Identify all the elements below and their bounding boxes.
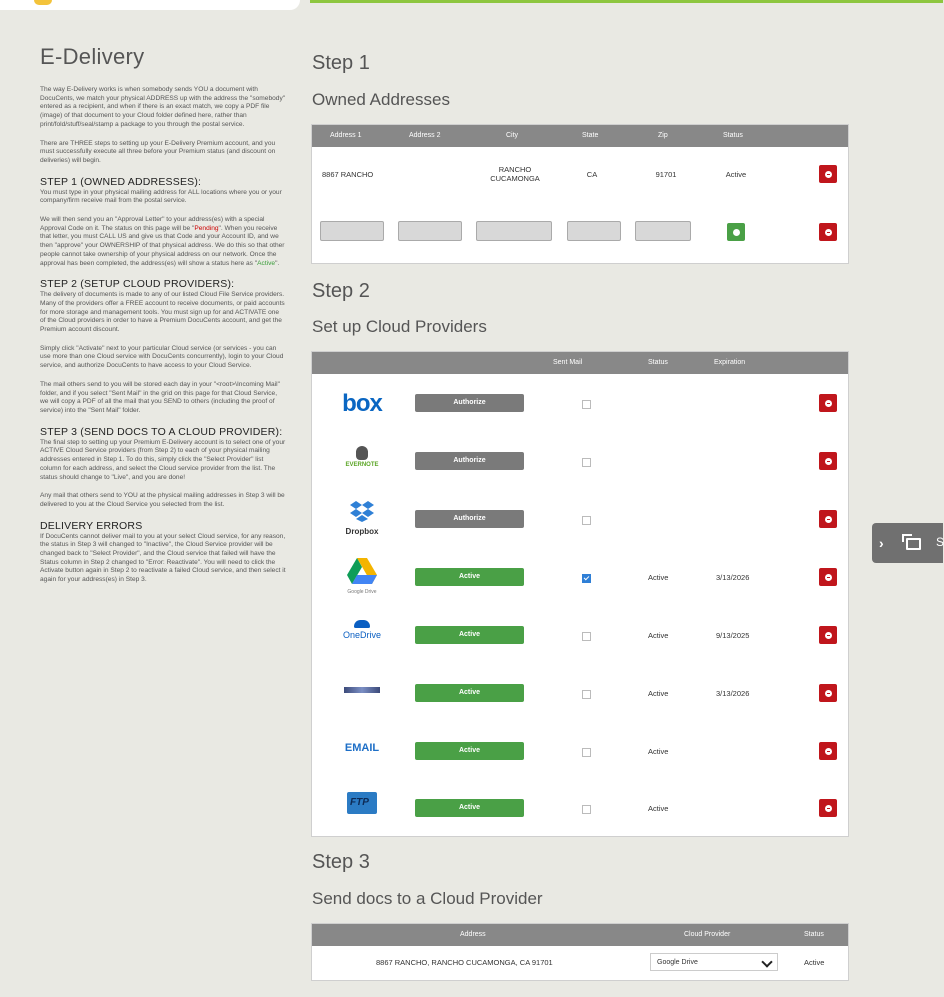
provider-row-google-drive — [312, 548, 848, 606]
step3-paragraph: The final step to setting up your Premium E-Delivery account is to select one of your ACTIVE Cloud Service providers (from Step 2) to each of your physical mailing addresses entered in Step 1. To do this, simply click the "Select Provider" list column for each address, and select the Cloud service provider from the list. The status should change to "Live", and you are done! — [40, 438, 286, 481]
col-header: Status — [648, 359, 668, 366]
sent-mail-checkbox[interactable] — [582, 574, 591, 583]
chevron-right-icon[interactable]: › — [879, 535, 884, 551]
sent-mail-checkbox[interactable] — [582, 632, 591, 641]
side-tab[interactable] — [872, 523, 943, 563]
minus-icon — [825, 690, 832, 697]
status-cell: Active — [648, 804, 669, 813]
authorize-button[interactable]: Authorize — [415, 394, 524, 412]
step1-paragraph-2 — [40, 216, 286, 268]
step1-heading: STEP 1 (OWNED ADDRESSES): — [40, 175, 202, 188]
minus-icon — [825, 574, 832, 581]
authorize-button[interactable]: Authorize — [415, 510, 524, 528]
intro-paragraph-2: There are THREE steps to setting up your E-Delivery Premium account, and you must successfully execute all three before your Premium status (and discount on deliveries) will begin. — [40, 139, 276, 164]
table-header — [312, 125, 848, 147]
table-header — [312, 924, 848, 946]
delete-provider-button[interactable] — [819, 626, 837, 644]
google-drive-icon — [347, 558, 377, 584]
delete-provider-button[interactable] — [819, 799, 837, 817]
active-button[interactable]: Active — [415, 626, 524, 644]
address2-input[interactable] — [398, 221, 462, 241]
step2-title: Set up Cloud Providers — [312, 317, 487, 336]
status-cell: Active — [648, 631, 669, 640]
provider-row-evernote — [312, 432, 848, 490]
col-header: Status — [804, 931, 824, 938]
zip-input[interactable] — [635, 221, 691, 241]
cloud-provider-select[interactable] — [650, 953, 778, 971]
logo-fragment — [34, 0, 52, 5]
col-header: Address — [460, 931, 486, 938]
dropbox-logo — [332, 500, 392, 536]
provider-row-email — [312, 722, 848, 780]
clear-address-button[interactable] — [819, 223, 837, 241]
box-logo: box — [342, 390, 382, 417]
owned-addresses-table — [311, 124, 849, 264]
ftp-wordmark: FTP — [350, 797, 369, 808]
step1-title: Owned Addresses — [312, 90, 450, 109]
status-cell: Active — [804, 958, 825, 967]
onedrive-logo — [332, 620, 392, 640]
step2-paragraph-2: Simply click "Activate" next to your particular Cloud service (or services - you can use more than one Cloud service with DocuCents concurrently), login to your Cloud service, and authorize DocuCents to have access to your Cloud Service. — [40, 344, 284, 370]
minus-icon — [825, 229, 832, 236]
expiration-cell: 3/13/2026 — [716, 573, 750, 582]
google-drive-logo — [332, 558, 392, 595]
intro-paragraph: The way E-Delivery works is when somebody sends YOU a document with DocuCents, we match your physical ADDRESS up with the address the "somebody" entered as a recipient, and when if there is an exact match, we copy a PDF file (image) of that document to your Cloud folder defined here, rather than print/fold/stuff/seal/stamp a package to you through the postal service. — [40, 86, 286, 128]
google-drive-wordmark: Google Drive — [347, 589, 377, 595]
accent-line — [310, 0, 943, 3]
col-header: Sent Mail — [553, 359, 583, 366]
delete-address-button[interactable] — [819, 165, 837, 183]
status-cell: Active — [648, 747, 669, 756]
delete-provider-button[interactable] — [819, 452, 837, 470]
provider-row-box — [312, 374, 848, 432]
sent-mail-checkbox[interactable] — [582, 516, 591, 525]
sent-mail-checkbox[interactable] — [582, 690, 591, 699]
col-header: Address 1 — [330, 132, 362, 139]
provider-row-onedrive — [312, 606, 848, 664]
dropbox-icon — [349, 500, 375, 522]
address1-input[interactable] — [320, 221, 384, 241]
instructions-panel — [40, 44, 286, 595]
pending-word: Pending — [194, 224, 219, 232]
top-bar — [0, 0, 943, 10]
status-cell: Active — [725, 170, 747, 179]
minus-icon — [825, 400, 832, 407]
delete-provider-button[interactable] — [819, 394, 837, 412]
onedrive-wordmark: OneDrive — [342, 630, 381, 640]
active-button[interactable]: Active — [415, 799, 524, 817]
table-header — [312, 352, 848, 374]
delete-provider-button[interactable] — [819, 568, 837, 586]
expiration-cell: 9/13/2025 — [716, 631, 750, 640]
errors-heading: DELIVERY ERRORS — [40, 519, 143, 532]
step3-label: Step 3 — [312, 851, 370, 873]
minus-icon — [825, 805, 832, 812]
side-tab-label: S — [936, 535, 944, 549]
active-word: Active — [257, 259, 276, 267]
screens-icon — [906, 538, 921, 550]
step2-paragraph: The delivery of documents is made to any of our listed Cloud File Service providers. Many of the providers offer a FREE account to receive documents, or paid accounts for more storage and management tools. You must sign up for and ACTIVATE one of the Cloud providers in order to have a Premium DocuCents account, and get the Premium account discount. — [40, 291, 285, 334]
zip-cell: 91701 — [655, 170, 677, 179]
minus-icon — [825, 516, 832, 523]
folder-icon — [347, 792, 377, 814]
step2-heading: STEP 2 (SETUP CLOUD PROVIDERS): — [40, 278, 235, 291]
state-cell: CA — [586, 170, 598, 179]
step3-paragraph-2: Any mail that others send to YOU at the physical mailing addresses in Step 3 will be delivered to you at the Cloud Service you selected from the list. — [40, 492, 285, 508]
authorize-button[interactable]: Authorize — [415, 452, 524, 470]
active-button[interactable]: Active — [415, 742, 524, 760]
city-cell — [480, 165, 550, 183]
ftp-logo — [332, 792, 392, 814]
chevron-down-icon — [761, 956, 772, 967]
col-header: Zip — [658, 132, 668, 139]
delete-provider-button[interactable] — [819, 684, 837, 702]
step1-paragraph: You must type in your physical mailing address for ALL locations where you or your company/firm receive mail from the postal service. — [40, 188, 282, 205]
text-span: ". — [275, 259, 280, 267]
minus-icon — [825, 171, 832, 178]
sent-mail-checkbox[interactable] — [582, 748, 591, 757]
provider-row-dropbox — [312, 490, 848, 548]
col-header: Cloud Provider — [684, 931, 731, 938]
col-header: City — [506, 132, 519, 139]
dropbox-wordmark: Dropbox — [345, 527, 379, 536]
col-header: Status — [723, 132, 743, 139]
text-span: ". When you receive that letter, you must CALL US and give us that Code and your Account ID, and we then "approve" your OWNERSHIP of that physical address. We do this so that other people cannot take ownership of your physical address on our network. Once the approval has been completed, the address(es) will show a status here as " — [40, 224, 285, 267]
status-cell: Active — [648, 573, 669, 582]
plus-icon — [733, 229, 740, 236]
step3-title: Send docs to a Cloud Provider — [312, 889, 543, 908]
city-line: RANCHO — [498, 165, 532, 174]
step3-heading: STEP 3 (SEND DOCS TO A CLOUD PROVIDER): — [40, 425, 283, 438]
provider-logo-bar — [344, 687, 380, 693]
sent-mail-checkbox[interactable] — [582, 805, 591, 814]
status-cell: Active — [648, 689, 669, 698]
sent-mail-checkbox[interactable] — [582, 400, 591, 409]
add-address-button[interactable] — [727, 223, 745, 241]
step2-label: Step 2 — [312, 280, 370, 302]
delete-provider-button[interactable] — [819, 742, 837, 760]
provider-row-ftp — [312, 780, 848, 836]
evernote-logo — [332, 446, 392, 468]
col-header: Address 2 — [409, 132, 441, 139]
table-row — [312, 147, 848, 199]
minus-icon — [825, 748, 832, 755]
delete-provider-button[interactable] — [819, 510, 837, 528]
new-address-row — [312, 199, 848, 261]
active-button[interactable]: Active — [415, 684, 524, 702]
evernote-wordmark: EVERNOTE — [345, 462, 379, 468]
state-input[interactable] — [567, 221, 621, 241]
minus-icon — [825, 458, 832, 465]
address-cell: 8867 RANCHO, RANCHO CUCAMONGA, CA 91701 — [376, 958, 553, 967]
provider-logo — [332, 687, 392, 693]
col-header: Expiration — [714, 359, 746, 366]
minus-icon — [825, 632, 832, 639]
active-button[interactable]: Active — [415, 568, 524, 586]
col-header: State — [582, 132, 599, 139]
errors-paragraph: If DocuCents cannot deliver mail to you at your select Cloud service, for any reason, the status in Step 3 will changed to "Inactive", the Cloud Service provider will be changed back to "Select Provider", and the Cloud service that failed will have the Status column in Step 2 changed to "Error: Reactivate". You will need to click the Activate button again in Step 2 to reactivate a failed Cloud service, and then select it again for your address(es) in Step 3. — [40, 532, 286, 584]
page-title: E-Delivery — [40, 44, 145, 69]
address1-cell: 8867 RANCHO — [322, 170, 374, 179]
step1-label: Step 1 — [312, 52, 370, 74]
cloud-providers-table — [311, 351, 849, 837]
step2-paragraph-3: The mail others send to you will be stored each day in your "<root>\Incoming Mail" folder, and if you select "Sent Mail" in the grid on this page for that Cloud Service, we will copy a PDF of all the mail that you SEND to others (including the proof of service) into the "Sent Mail" folder. — [40, 380, 280, 414]
provider-row-other — [312, 664, 848, 722]
send-docs-table — [311, 923, 849, 981]
email-logo: EMAIL — [344, 742, 380, 754]
city-line: CUCAMONGA — [490, 174, 540, 183]
city-input[interactable] — [476, 221, 552, 241]
text-span: We will then send you an "Approval Letter" to your address(es) with a special Approval Code on it. The status on this page will be " — [40, 216, 265, 232]
selected-provider: Google Drive — [657, 959, 698, 966]
sent-mail-checkbox[interactable] — [582, 458, 591, 467]
cloud-icon — [354, 620, 370, 628]
expiration-cell: 3/13/2026 — [716, 689, 750, 698]
elephant-icon — [356, 446, 368, 460]
